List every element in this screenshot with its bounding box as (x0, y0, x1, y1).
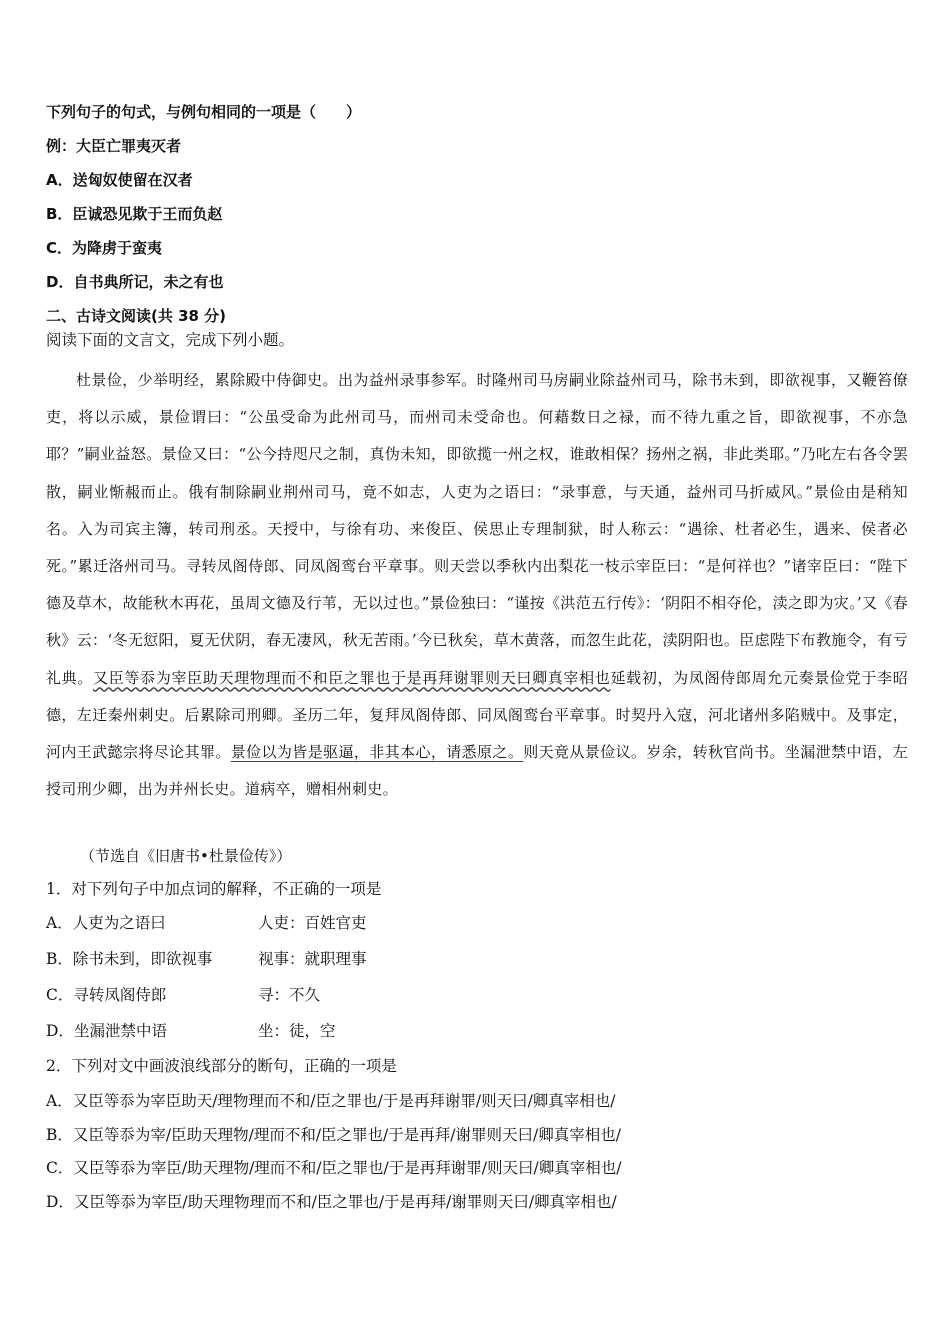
q1-option-explanation: 寻：不久 (258, 986, 321, 1004)
q1-option-label: D． (46, 1022, 74, 1040)
q2-option-d: D．又臣等忝为宰臣/助天理物理而不和/臣之罪也/于是再拜/谢罪则天曰/卿真宰相也/ (46, 1193, 617, 1211)
section-heading: 二、古诗文阅读(共 38 分) (46, 307, 227, 325)
q1-option-explanation: 视事：就职理事 (258, 950, 367, 968)
q1-option-label: C． (46, 986, 74, 1004)
q2-option-c: C．又臣等忝为宰臣/助天理物/理而不和/臣之罪也/于是再拜谢罪/则天曰/卿真宰相也/ (46, 1159, 622, 1177)
q1-stem: 1．对下列句子中加点词的解释，不正确的一项是 (46, 880, 382, 898)
q2-option-a: A．又臣等忝为宰臣助天/理物理而不和/臣之罪也/于是再拜谢罪/则天曰/卿真宰相也/ (46, 1092, 616, 1110)
q1-option-d (46, 1021, 336, 1041)
q1-option-sentence: 人吏为之语曰 (72, 914, 166, 932)
q1-option-label: A． (46, 914, 73, 932)
option-c: C．为降虏于蛮夷 (46, 239, 163, 257)
wavy-underlined-text: 又臣等忝为宰臣助天理物理而不和臣之罪也于是再拜谢罪则天曰卿真宰相也 (93, 668, 611, 687)
classical-passage (46, 362, 908, 808)
passage-text-3: 则天竟从景俭议。岁余，转秋官尚书。坐漏泄禁中语，左授司刑少卿，出为并州长史。道病卒，赠相州刺史。 (46, 743, 908, 799)
q1-option-c (46, 985, 320, 1005)
reading-instruction: 阅读下面的文言文，完成下列小题。 (46, 331, 295, 349)
q1-option-explanation: 人吏：百姓官吏 (258, 914, 367, 932)
question-stem: 下列句子的句式，与例句相同的一项是（ ） (46, 103, 362, 121)
passage-text-1: 杜景俭，少举明经，累除殿中侍御史。出为益州录事参军。时隆州司马房嗣业除益州司马，除书未到，即欲视事，又鞭笞僚吏，将以示威，景俭谓曰：“公虽受命为此州司马，而州司未受命也。何藉数日之禄，而不待九重之旨，即欲视事，不亦急耶？”嗣业益怒。景俭又曰：“公今持咫尺之制，真伪未知，即欲揽一州之权，谁敢相保？扬州之祸，非此类耶。”乃叱左右各令罢散，嗣业惭赧而止。俄有制除嗣业荆州司马，竟不如志，人吏为之语曰：“录事意，与天通，益州司马折威风。”景俭由是稍知名。入为司宾主簿，转司刑丞。天授中，与徐有功、来俊臣、侯思止专理制狱，时人称云：“遇徐、杜者必生，遇来、侯者必死。”累迁洛州司马。寻转凤阁侍郎、同凤阁鸾台平章事。则天尝以季秋内出梨花一枝示宰臣曰：“是何祥也？”诸宰臣曰：“陛下德及草木，故能秋木再花，虽周文德及行苇，无以过也。”景俭独曰：“谨按《洪范五行传》：‘阴阳不相夺伦，渎之即为灾。’又《春秋》云：‘冬无愆阳，夏无伏阴，春无凄风，秋无苦雨。’今已秋矣，草木黄落，而忽生此花，渎阴阳也。臣虑陛下布教施令，有亏礼典。 (46, 371, 908, 687)
q1-option-sentence: 坐漏泄禁中语 (73, 1022, 167, 1040)
q1-option-label: B． (46, 950, 73, 968)
q2-stem: 2．下列对文中画波浪线部分的断句，正确的一项是 (46, 1057, 397, 1075)
q1-option-a (46, 913, 367, 933)
underlined-sentence: 景俭以为皆是驱逼，非其本心，请悉原之。 (230, 743, 524, 762)
passage-text-2: 延载初，为凤阁侍郎周允元奏景俭党于李昭德，左迁秦州刺史。后累除司刑卿。圣历二年，复拜凤阁侍郎、同凤阁鸾台平章事。时契丹入寇，河北诸州多陷贼中。及事定，河内王武懿宗将尽论其罪。 (46, 668, 908, 762)
option-b: B．臣诚恐见欺于王而负赵 (46, 205, 223, 223)
q1-option-b (46, 949, 367, 969)
q1-option-sentence: 寻转凤阁侍郎 (73, 986, 167, 1004)
q1-option-sentence: 除书未到，即欲视事 (72, 950, 213, 968)
passage-source: （节选自《旧唐书•杜景俭传》） (80, 847, 292, 865)
q1-option-explanation: 坐：徒，空 (258, 1022, 336, 1040)
q2-option-b: B．又臣等忝为宰/臣助天理物/理而不和/臣之罪也/于是再拜/谢罪则天曰/卿真宰相也/ (46, 1126, 621, 1144)
example-sentence: 例：大臣亡罪夷灭者 (46, 137, 182, 155)
option-d: D．自书典所记，未之有也 (46, 273, 224, 291)
option-a: A．送匈奴使留在汉者 (46, 171, 193, 189)
